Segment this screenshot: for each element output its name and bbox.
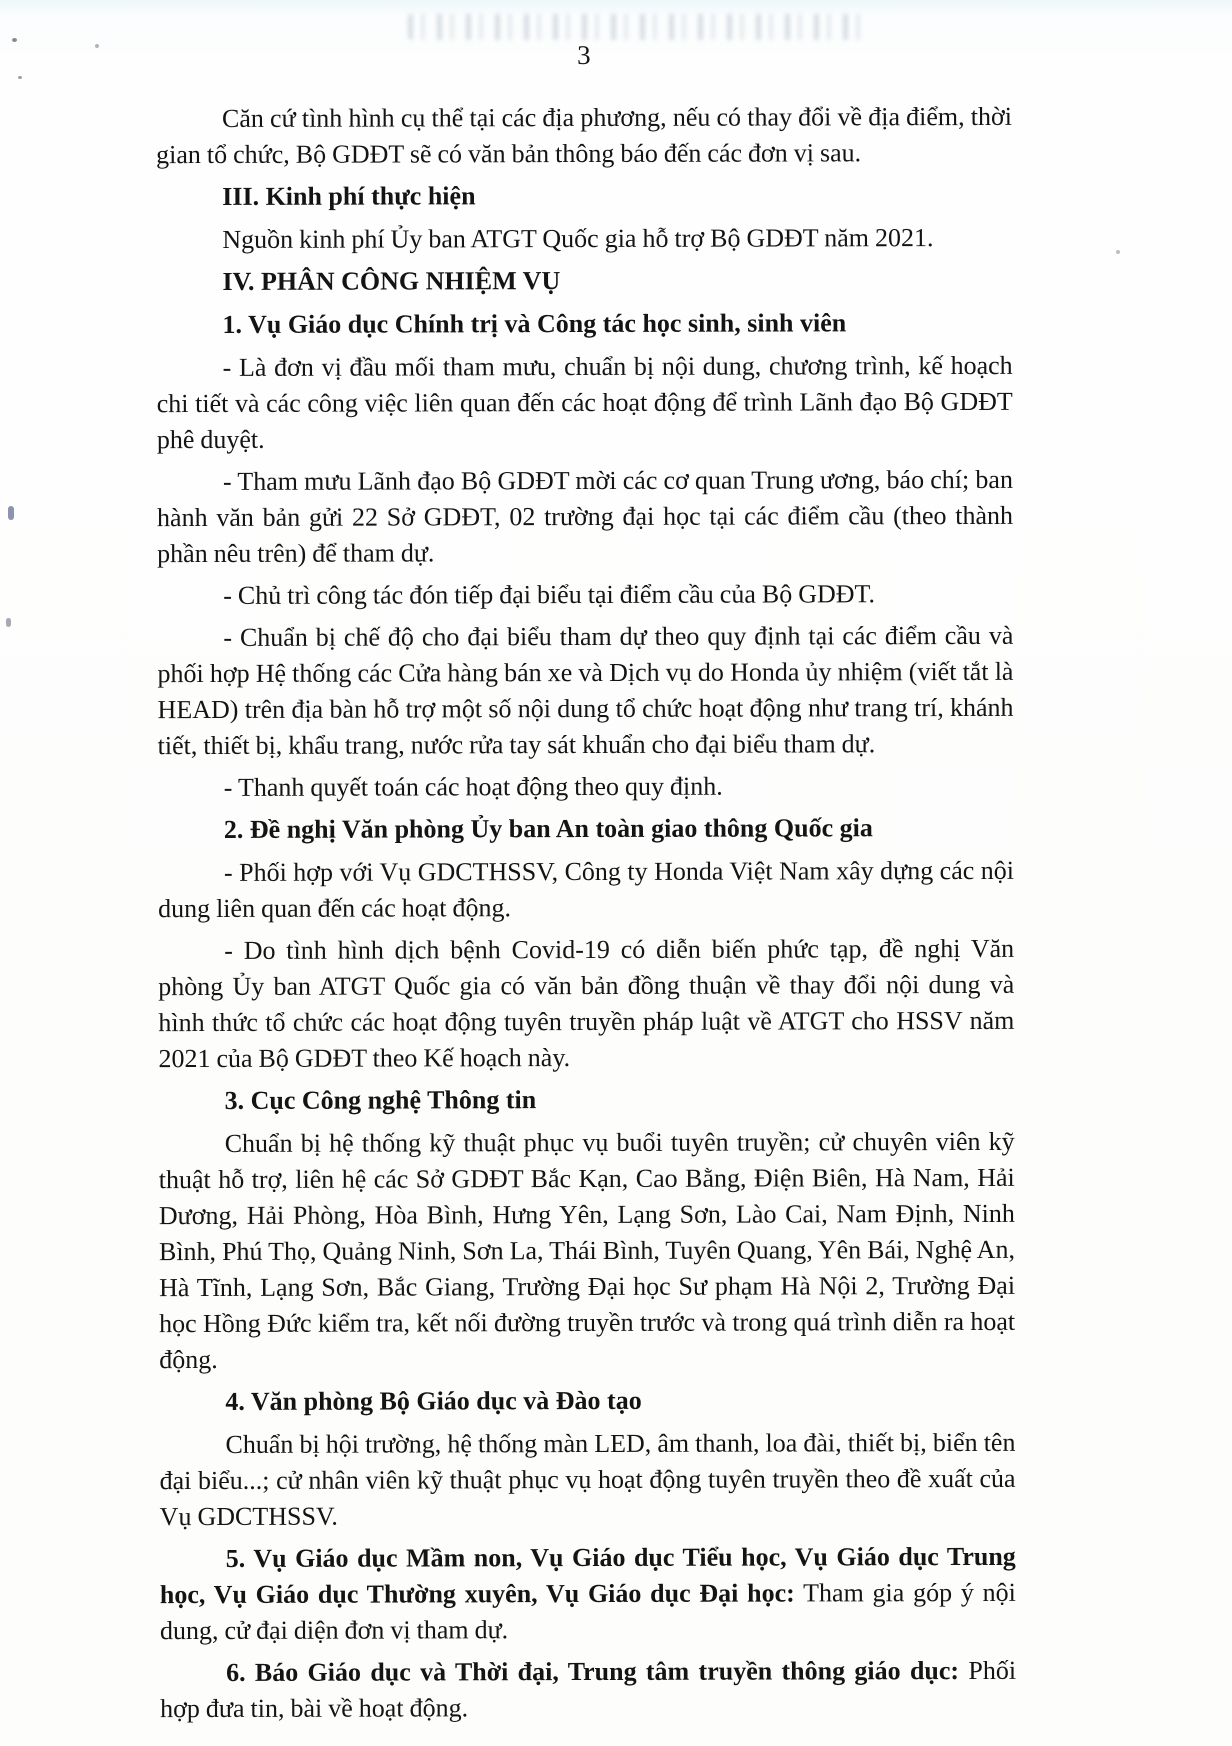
document-paragraph: - Chuẩn bị chế độ cho đại biểu tham dự theo quy định tại các điểm cầu và phối hợp Hệ thống các Cửa hàng bán xe và Dịch vụ do Honda ủy nhiệm (viết tắt là HEAD) trên địa bàn hỗ trợ một số nội dung tổ chức hoạt động như trang trí, khánh tiết, thiết bị, khẩu trang, nước rửa tay sát khuẩn cho đại biểu tham dự.: [157, 620, 1014, 761]
scan-speck: [1116, 250, 1120, 254]
document-paragraph: Căn cứ tình hình cụ thể tại các địa phương, nếu có thay đổi về địa điểm, thời gian tổ chức, Bộ GDĐT sẽ có văn bản thông báo đến các đơn vị sau.: [156, 101, 1013, 170]
scan-speck: [95, 44, 99, 48]
page-content: [156, 39, 1016, 1733]
page-number: 3: [577, 39, 591, 71]
document-paragraph: - Phối hợp với Vụ GDCTHSSV, Công ty Honda Việt Nam xây dựng các nội dung liên quan đến các hoạt động.: [158, 855, 1014, 924]
paragraph-text: Phối hợp đưa tin, bài về hoạt động.: [160, 1655, 1017, 1724]
document-paragraph: - Chủ trì công tác đón tiếp đại biểu tại điểm cầu của Bộ GDĐT.: [223, 579, 876, 610]
scan-speck: [6, 618, 11, 627]
heading-2-van-phong-atgt: 2. Đề nghị Văn phòng Ủy ban An toàn giao thông Quốc gia: [223, 813, 873, 844]
document-paragraph: - Là đơn vị đầu mối tham mưu, chuẩn bị nội dung, chương trình, kế hoạch chi tiết và các công việc liên quan đến các hoạt động để trình Lãnh đạo Bộ GDĐT phê duyệt.: [156, 350, 1013, 455]
scan-speck: [8, 506, 14, 520]
document-paragraph: - Thanh quyết toán các hoạt động theo quy định.: [223, 771, 723, 802]
heading-iv-phan-cong: IV. PHÂN CÔNG NHIỆM VỤ: [222, 266, 561, 296]
document-paragraph: - Do tình hình dịch bệnh Covid-19 có diễn biến phức tạp, đề nghị Văn phòng Ủy ban ATGT Quốc gia có văn bản đồng thuận về thay đổi nội dung và hình thức tổ chức các hoạt động tuyên truyền pháp luật về ATGT cho HSSV năm 2021 của Bộ GDĐT theo Kế hoạch này.: [158, 933, 1015, 1074]
document-paragraph: Chuẩn bị hệ thống kỹ thuật phục vụ buổi tuyên truyền; cử chuyên viên kỹ thuật hỗ trợ, liên hệ các Sở GDĐT Bắc Kạn, Cao Bằng, Điện Biên, Hà Nam, Hải Dương, Hải Phòng, Hòa Bình, Hưng Yên, Lạng Sơn, Lào Cai, Nam Định, Ninh Bình, Phú Thọ, Quảng Ninh, Sơn La, Thái Bình, Tuyên Quang, Yên Bái, Nghệ An, Hà Tĩnh, Lạng Sơn, Bắc Giang, Trường Đại học Sư phạm Hà Nội 2, Trường Đại học Hồng Đức kiểm tra, kết nối đường truyền trước và trong quá trình diễn ra hoạt động.: [158, 1126, 1016, 1375]
heading-1-vu-gdct: 1. Vụ Giáo dục Chính trị và Công tác học sinh, sinh viên: [222, 308, 847, 339]
scan-bleedthrough-artifact: [408, 14, 868, 40]
heading-iii-kinh-phi: III. Kinh phí thực hiện: [222, 181, 476, 211]
document-paragraph: Chuẩn bị hội trường, hệ thống màn LED, âm thanh, loa đài, thiết bị, biển tên đại biểu...; cử nhân viên kỹ thuật phục vụ hoạt động tuyên truyền theo đề xuất của Vụ GDCTHSSV.: [159, 1427, 1016, 1532]
scan-speck: [18, 76, 22, 79]
paragraph-text: Tham gia góp ý nội dung, cử đại diện đơn vị tham dự.: [159, 1577, 1016, 1646]
paragraph-lead: 6. Báo Giáo dục và Thời đại, Trung tâm truyền thông giáo dục:: [226, 1656, 960, 1687]
scan-speck: [12, 38, 17, 42]
document-paragraph: [160, 1653, 1016, 1727]
heading-4-van-phong-bo: 4. Văn phòng Bộ Giáo dục và Đào tạo: [225, 1385, 642, 1416]
paragraph-lead: 5. Vụ Giáo dục Mầm non, Vụ Giáo dục Tiểu học, Vụ Giáo dục Trung học, Vụ Giáo dục Thường xuyên, Vụ Giáo dục Đại học:: [159, 1541, 1016, 1610]
document-paragraph: [160, 1539, 1016, 1649]
heading-3-cuc-cntt: 3. Cục Công nghệ Thông tin: [224, 1085, 537, 1115]
document-paragraph: Nguồn kinh phí Ủy ban ATGT Quốc gia hỗ trợ Bộ GDĐT năm 2021.: [222, 223, 934, 254]
document-paragraph: - Tham mưu Lãnh đạo Bộ GDĐT mời các cơ quan Trung ương, báo chí; ban hành văn bản gửi 22 Sở GDĐT, 02 trường đại học tại các điểm cầu (theo thành phần nêu trên) để tham dự.: [156, 464, 1014, 569]
